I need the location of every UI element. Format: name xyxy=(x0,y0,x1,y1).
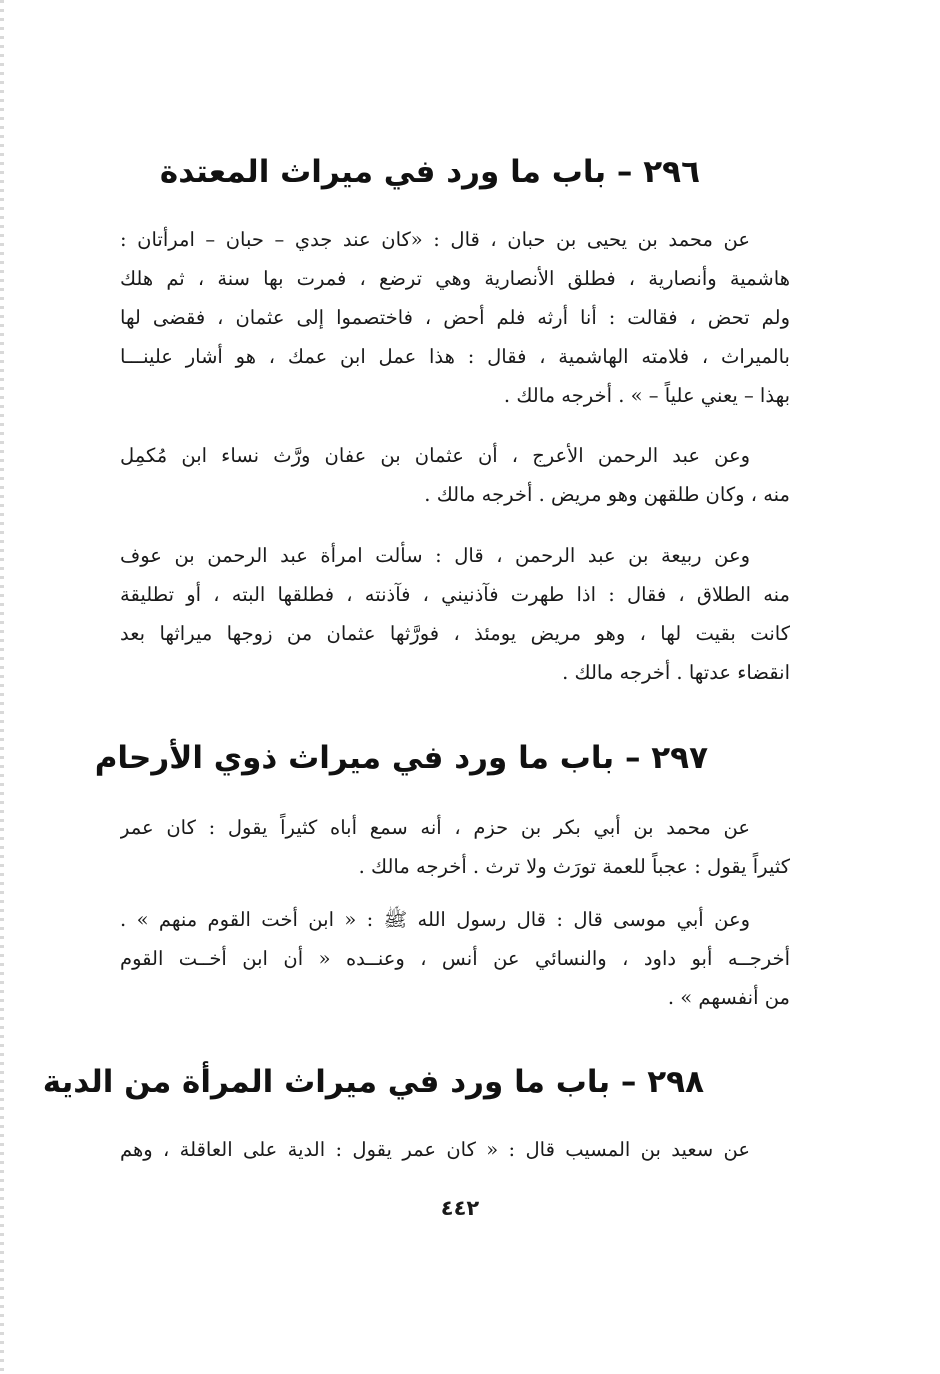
text-line: عن سعيد بن المسيب قال : « كان عمر يقول : الدية على العاقلة ، وهم xyxy=(120,1138,750,1161)
text-line: وعن ربيعة بن عبد الرحمن ، قال : سألت امرأة عبد الرحمن بن عوف xyxy=(120,544,750,567)
text-line: وعن عبد الرحمن الأعرج ، أن عثمان بن عفان ورَّث نساء ابن مُكمِل xyxy=(120,444,750,467)
text-line: كانت بقيت لها ، وهو مريض يومئذ ، فورَّثها عثمان من زوجها ميراثها بعد xyxy=(120,622,790,645)
text-line: عن محمد بن يحيى بن حبان ، قال : «كان عند جدي – حبان – امرأتان : xyxy=(120,228,750,251)
text-line: كثيراً يقول : عجباً للعمة تورَث ولا ترث . أخرجه مالك . xyxy=(358,855,790,878)
paragraph xyxy=(120,536,790,692)
page-number: ٤٤٢ xyxy=(440,1196,480,1220)
text-line: أخرجــه أبو داود ، والنسائي عن أنس ، وعنــده « أن ابن أخــت القوم xyxy=(120,947,790,970)
paragraph xyxy=(120,808,790,886)
section-heading-298: ٢٩٨ – باب ما ورد في ميراث المرأة من الدية xyxy=(42,1064,704,1100)
text-line: بهذا – يعني علياً – » . أخرجه مالك . xyxy=(503,384,790,407)
paragraph xyxy=(120,1130,790,1169)
section-heading-296: ٢٩٦ – باب ما ورد في ميراث المعتدة xyxy=(159,154,700,190)
text-line: انقضاء عدتها . أخرجه مالك . xyxy=(562,661,790,684)
paragraph xyxy=(120,436,790,514)
text-line: منه الطلاق ، فقال : اذا طهرت فآذنيني ، فآذنته ، فطلقها البته ، أو تطليقة xyxy=(120,583,790,606)
text-line: وعن أبي موسى قال : قال رسول الله ﷺ : « ابن أخت القوم منهم » . xyxy=(120,908,750,931)
text-line: ولم تحض ، فقالت : أنا أرثه فلم أحض ، فاختصموا إلى عثمان ، فقضى لها xyxy=(120,306,790,329)
text-line: بالميراث ، فلامته الهاشمية ، فقال : هذا عمل ابن عمك ، هو أشار علينـــا xyxy=(120,345,790,368)
text-line: عن محمد بن أبي بكر بن حزم ، أنه سمع أباه كثيراً يقول : كان عمر xyxy=(120,816,750,839)
section-heading-297: ٢٩٧ – باب ما ورد في ميراث ذوي الأرحام xyxy=(94,740,708,776)
paragraph xyxy=(120,220,790,415)
text-line: من أنفسهم » . xyxy=(667,986,790,1009)
text-line: هاشمية وأنصارية ، فطلق الأنصارية وهي ترضع ، فمرت بها سنة ، ثم هلك xyxy=(120,267,790,290)
text-line: منه ، وكان طلقهن وهو مريض . أخرجه مالك . xyxy=(424,483,790,506)
scan-edge xyxy=(0,0,4,1374)
paragraph xyxy=(120,900,790,1017)
